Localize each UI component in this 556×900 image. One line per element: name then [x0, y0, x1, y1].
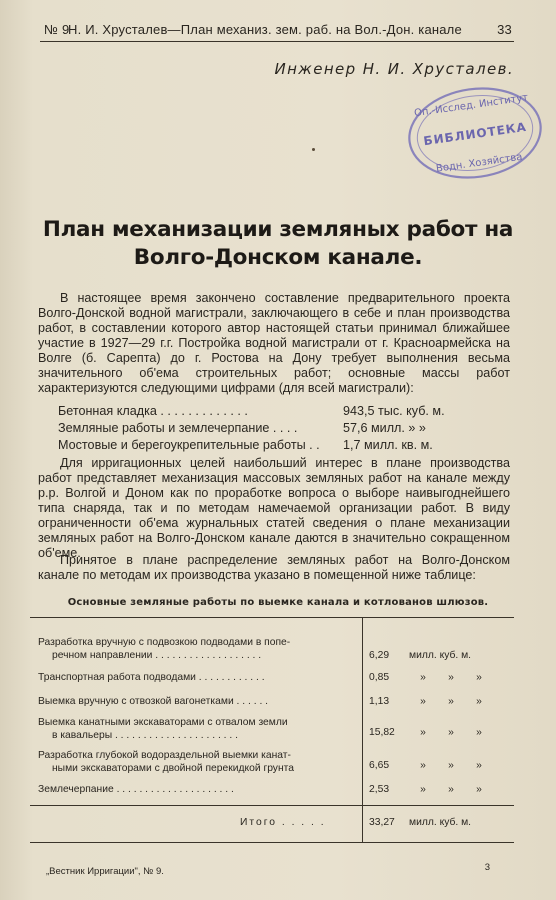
running-title: Н. И. Хрусталев—План механиз. зем. раб. на Вол.-Дон. канале — [68, 22, 462, 37]
stamp-top-text: Оп.-Исслед. Институт — [413, 92, 529, 120]
ditto-mark: » — [476, 760, 482, 771]
list-item-value: 57,6 милл. » » — [343, 421, 426, 435]
table-total-rule — [30, 805, 514, 806]
table-title: Основные земляные работы по выемке канала и котлованов шлюзов. — [67, 597, 489, 608]
ditto-mark: » — [448, 727, 454, 738]
row-value: 15,82 — [369, 727, 395, 738]
ditto-mark: » — [448, 696, 454, 707]
table-cell-value — [369, 783, 509, 796]
table-cell-description — [38, 636, 356, 662]
table-cell-description — [38, 695, 356, 708]
row-text-line: Землечерпание . . . . . . . . . . . . . . . . . . . . . — [38, 784, 234, 795]
list-item-value: 1,7 милл. кв. м. — [343, 438, 433, 452]
paragraph-2-text: Для ирригационных целей наибольший интерес в плане производства работ представляет механизация массовых земляных работ на канале между р.р. Волгой и Доном как по проработке вопроса о выборе наивыгоднейшего типа снаряда, так и по методам намечаемой организации работ. В виду ограниченности об'ема журнальных статей сведения о плане механизации земляных работ на Волго-Донском канале даются в значительно сокращенном об'еме. — [38, 456, 510, 560]
row-text-line: Разработка глубокой водораздельной выемки канат- — [38, 750, 291, 761]
article-title-line2: Волго-Донском канале. — [133, 245, 423, 270]
table-cell-value — [369, 726, 509, 739]
article-title — [20, 216, 536, 272]
list-item-value: 943,5 тыс. куб. м. — [343, 404, 445, 418]
author-line: Инженер Н. И. Хрусталев. — [274, 60, 514, 78]
row-text-line: ными экскаваторами с двойной перекидкой грунта — [52, 763, 294, 774]
earthworks-table — [30, 617, 514, 843]
ditto-mark: » — [420, 696, 426, 707]
ditto-mark: » — [448, 672, 454, 683]
ditto-mark: » — [420, 784, 426, 795]
row-text-line: речном направлении . . . . . . . . . . . . . . . . . . . — [52, 650, 262, 661]
row-text-line: Выемка вручную с отвозкой вагонетками . . . . . . — [38, 696, 269, 707]
footer-page-number: 3 — [484, 862, 490, 873]
row-text-line: Выемка канатными экскаваторами с отвалом земли — [38, 717, 288, 728]
row-value: 2,53 — [369, 784, 390, 795]
table-cell-description — [38, 749, 356, 775]
ditto-mark: » — [476, 727, 482, 738]
list-item-name: Мостовые и берегоукрепительные работы . . — [58, 438, 320, 452]
list-item-name: Бетонная кладка . . . . . . . . . . . . . — [58, 404, 248, 418]
header-rule — [40, 41, 514, 42]
total-label: Итого . . . . . — [240, 817, 326, 828]
table-cell-description — [38, 716, 356, 742]
row-value: 0,85 — [369, 672, 390, 683]
article-title-line1: План механизации земляных работ на — [42, 217, 514, 242]
ditto-mark: » — [420, 727, 426, 738]
row-text-line: Разработка вручную с подвозкою подводами в попе- — [38, 637, 291, 648]
list-item — [58, 437, 510, 454]
ink-speck — [312, 148, 315, 151]
work-volume-list — [58, 403, 510, 454]
ditto-mark: » — [476, 696, 482, 707]
row-text-line: Транспортная работа подводами . . . . . . . . . . . . — [38, 672, 265, 683]
list-item — [58, 420, 510, 437]
table-column-divider — [362, 618, 363, 842]
table-cell-value — [369, 816, 509, 829]
table-cell-description — [38, 783, 356, 796]
row-value: 1,13 — [369, 696, 390, 707]
total-unit: милл. куб. м. — [409, 817, 472, 828]
journal-footer: „Вестник Ирригации", № 9. — [46, 866, 164, 877]
row-value: 6,65 — [369, 760, 390, 771]
ditto-mark: » — [448, 760, 454, 771]
table-cell-value — [369, 759, 509, 772]
table-cell-value — [369, 695, 509, 708]
row-text-line: в кавальеры . . . . . . . . . . . . . . . . . . . . . . — [52, 730, 238, 741]
paragraph-1 — [38, 291, 510, 396]
row-unit: милл. куб. м. — [409, 650, 472, 661]
paragraph-3-text: Принятое в плане распределение земляных работ на Волго-Донском канале по методам их производства указано в помещенной ниже таблице: — [38, 553, 510, 582]
list-item — [58, 403, 510, 420]
list-item-name: Земляные работы и землечерпание . . . . — [58, 421, 298, 435]
ditto-mark: » — [448, 784, 454, 795]
ditto-mark: » — [420, 672, 426, 683]
table-cell-value — [369, 671, 509, 684]
ditto-mark: » — [476, 672, 482, 683]
issue-number: № 9 — [44, 22, 70, 37]
stamp-bottom-text: Водн. Хозяйства — [435, 151, 524, 175]
library-stamp — [400, 78, 550, 188]
total-value: 33,27 — [369, 817, 395, 828]
row-value: 6,29 — [369, 650, 390, 661]
paragraph-2 — [38, 456, 510, 561]
table-cell-value — [369, 649, 509, 662]
page-number: 33 — [497, 22, 512, 37]
paragraph-3 — [38, 553, 510, 583]
paragraph-1-text: В настоящее время закончено составление предварительного проекта Волго-Донской водной магистрали, заключающего в себе и план производства работ, в составлении которого автор настоящей статьи принимал ближайшее участие в 1927—29 г.г. Постройка водной магистрали от г. Красноармейска на Волге (б. Сарепта) до г. Ростова на Дону требует выполнения весьма значительного об'ема строительных работ; основные массы работ характеризуются следующими цифрами (для всей магистрали): — [38, 291, 510, 395]
ditto-mark: » — [420, 760, 426, 771]
ditto-mark: » — [476, 784, 482, 795]
stamp-middle-text: БИБЛИОТЕКА — [422, 119, 528, 149]
table-cell-description — [38, 671, 356, 684]
